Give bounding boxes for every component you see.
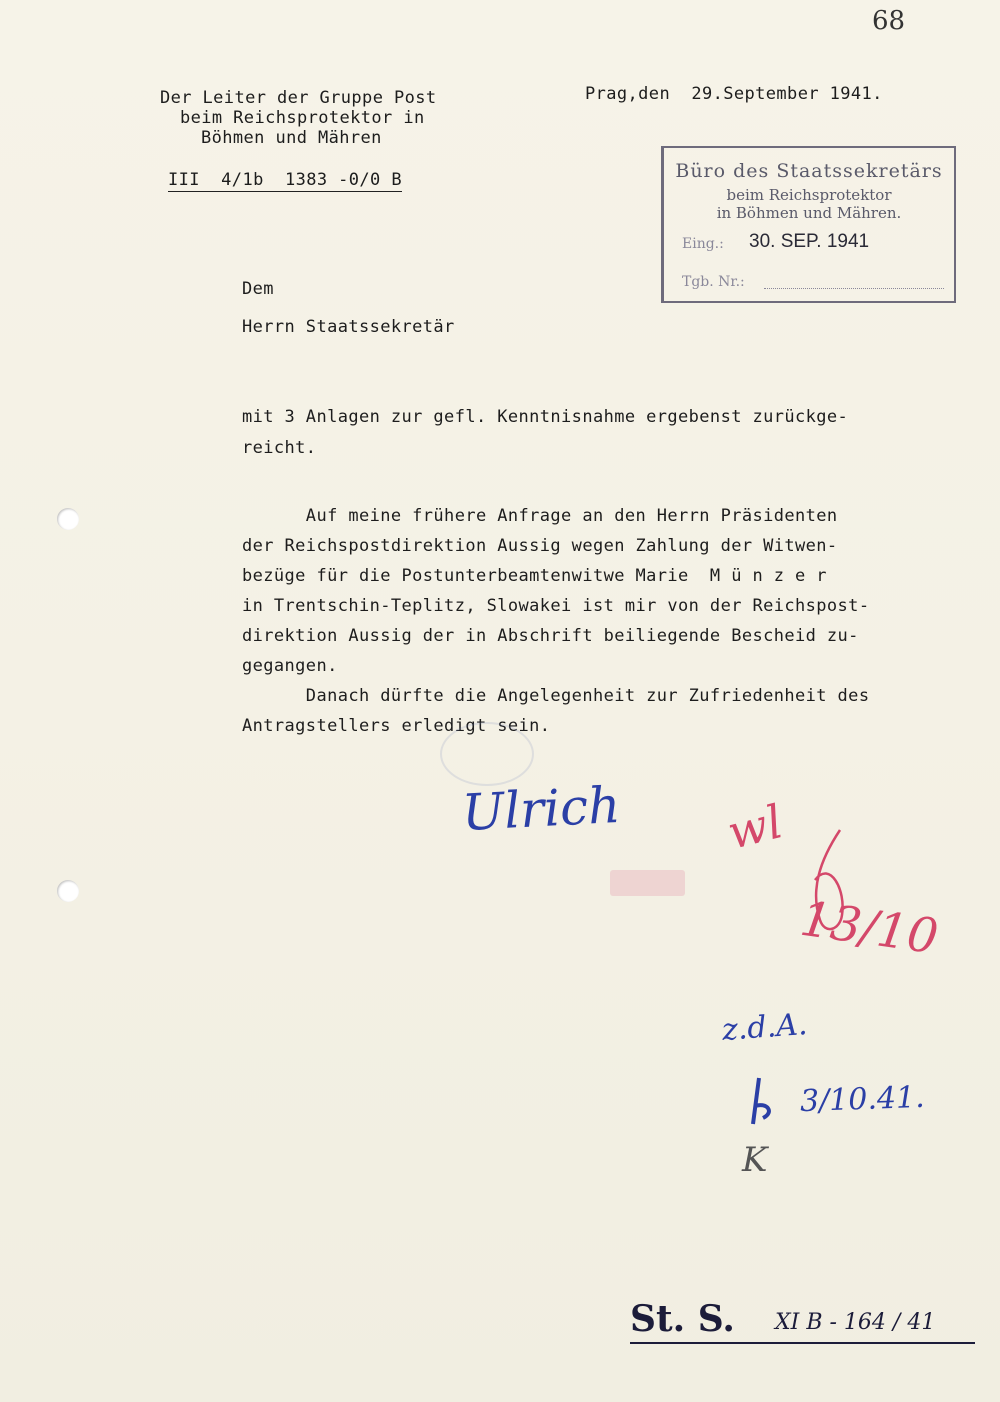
- signature: Ulrich: [460, 775, 622, 843]
- blue-date: 3/10.41.: [799, 1079, 926, 1120]
- stamp-tgb-line: [764, 288, 944, 289]
- red-date: 13/10: [796, 890, 942, 966]
- folio-number: 68: [872, 6, 906, 36]
- recipient-line-2: Herrn Staatssekretär: [242, 317, 455, 337]
- sender-line-3: Böhmen und Mähren: [201, 128, 382, 148]
- red-initials: wl: [722, 794, 788, 860]
- faint-seal: [440, 722, 534, 786]
- file-reference: [630, 1298, 975, 1348]
- receipt-stamp: [661, 146, 956, 303]
- body-p3-line-2: Antragstellers erledigt sein.: [242, 716, 551, 736]
- letter-date: Prag,den 29.September 1941.: [585, 84, 883, 104]
- sender-line-1: Der Leiter der Gruppe Post: [160, 88, 437, 108]
- stamp-eing-date: 30. SEP. 1941: [749, 231, 870, 252]
- punch-hole-lower: [57, 880, 79, 902]
- stamp-line-1: Büro des Staatssekretärs: [675, 160, 943, 182]
- stamp-tgb-label: Tgb. Nr.:: [682, 274, 745, 290]
- body-p2-line-5: direktion Aussig der in Abschrift beiliegende Bescheid zu-: [242, 626, 859, 646]
- blue-mark: z.d.A.: [720, 1007, 809, 1048]
- file-reference-number: XI B - 164 / 41: [775, 1310, 936, 1335]
- body-p3-line-1: Danach dürfte die Angelegenheit zur Zufriedenheit des: [242, 686, 870, 706]
- body-p2-line-4: in Trentschin-Teplitz, Slowakei ist mir von der Reichspost-: [242, 596, 870, 616]
- body-p1-line-2: reicht.: [242, 438, 317, 458]
- body-p2-line-3: bezüge für die Postunterbeamtenwitwe Marie M ü n z e r: [242, 566, 827, 586]
- punch-hole-upper: [57, 508, 79, 530]
- body-p2-line-6: gegangen.: [242, 656, 338, 676]
- reference-number: III 4/1b 1383 -0/0 B: [168, 170, 402, 192]
- body-p2-line-1: Auf meine frühere Anfrage an den Herrn Präsidenten: [242, 506, 838, 526]
- body-p2-line-2: der Reichspostdirektion Aussig wegen Zahlung der Witwen-: [242, 536, 838, 556]
- stamp-line-2: beim Reichsprotektor: [726, 186, 892, 204]
- stamp-line-3: in Böhmen und Mähren.: [716, 204, 902, 222]
- blue-paraph-mark: [745, 1072, 785, 1132]
- file-reference-underline: [630, 1342, 975, 1344]
- grey-mark: K: [742, 1140, 768, 1180]
- faint-red-stamp: [610, 870, 685, 896]
- file-reference-prefix: St. S.: [630, 1298, 735, 1340]
- body-p1-line-1: mit 3 Anlagen zur gefl. Kenntnisnahme ergebenst zurückge-: [242, 407, 849, 427]
- sender-line-2: beim Reichsprotektor in: [180, 108, 425, 128]
- stamp-eing-label: Eing.:: [682, 236, 724, 252]
- recipient-line-1: Dem: [242, 279, 274, 299]
